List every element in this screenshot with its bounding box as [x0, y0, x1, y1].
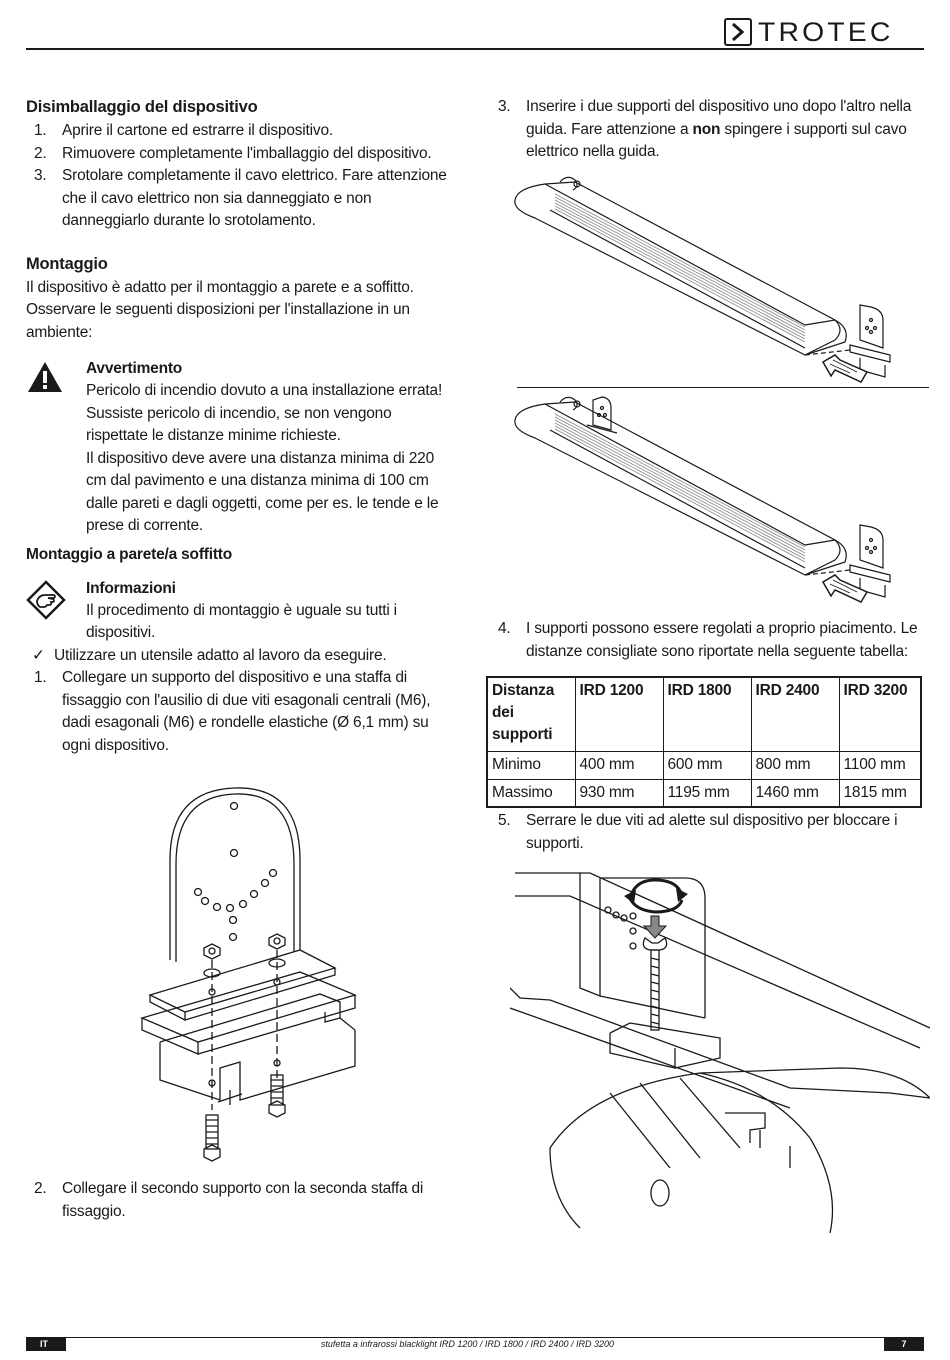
unpack-heading: Disimballaggio del dispositivo: [26, 98, 258, 116]
list-item: 2. Collegare il secondo supporto con la seconda staffa di fissaggio.: [34, 1180, 424, 1220]
warning-triangle-icon: [26, 360, 64, 394]
wall-mount-heading: Montaggio a parete/a soffitto: [26, 545, 233, 563]
table-cell: 1100 mm: [839, 751, 921, 779]
mount-steps: [26, 667, 456, 757]
table-header-cell: IRD 2400: [751, 677, 839, 751]
footer-title: stufetta a infrarossi blacklight IRD 1200 / IRD 1800 / IRD 2400 / IRD 3200: [320, 1339, 614, 1349]
distance-table: [486, 676, 922, 808]
info-text: Il procedimento di montaggio è uguale su tutti i dispositivi.: [86, 601, 397, 641]
info-title: Informazioni: [86, 579, 176, 597]
table-cell: 400 mm: [575, 751, 663, 779]
right-column-middle: [490, 618, 930, 663]
table-header-cell: Distanza dei supporti: [487, 677, 575, 751]
wing-screw-figure: [510, 868, 930, 1233]
table-cell: Massimo: [487, 779, 575, 807]
table-row: [487, 779, 921, 807]
table-header-cell: IRD 1800: [663, 677, 751, 751]
mount-steps-2: [26, 1178, 456, 1223]
right-column-top: [490, 96, 930, 164]
check-icon: ✓: [32, 646, 45, 664]
info-notice: [26, 578, 456, 645]
left-column: [26, 96, 456, 757]
table-header-row: [487, 677, 921, 751]
list-item: 1. Collegare un supporto del dispositivo e una staffa di fissaggio con l'ausilio di due viti esagonali centrali (M6), dadi esagonali (M6) e rondelle elastiche (Ø 6,1 mm) su ogni dispositivo.: [34, 669, 431, 754]
mount-text: Il dispositivo è adatto per il montaggio a parete e a soffitto. Osservare le seguenti disposizioni per l'installazione in un ambiente:: [26, 278, 414, 341]
warning-line: Il dispositivo deve avere una distanza minima di 220 cm dal pavimento e una distanza minima di 100 cm dalle pareti e dagli oggetti, come per es. le tende e le prese di corrente.: [86, 449, 439, 534]
list-item: 5. Serrare le due viti ad alette sul dispositivo per bloccare i supporti.: [498, 812, 898, 852]
mount-heading: Montaggio: [26, 254, 108, 273]
table-header-cell: IRD 3200: [839, 677, 921, 751]
rail-steps: [490, 96, 930, 164]
table-cell: 930 mm: [575, 779, 663, 807]
list-item: 3. Inserire i due supporti del dispositivo uno dopo l'altro nella guida. Fare attenzione a non spingere i supporti sul cavo elettrico nella guida.: [498, 98, 912, 160]
table-cell: 1815 mm: [839, 779, 921, 807]
list-item: 2. Rimuovere completamente l'imballaggio del dispositivo.: [34, 144, 432, 162]
table-row: [487, 751, 921, 779]
heater-insert-figure-1: [505, 170, 900, 395]
table-cell: 600 mm: [663, 751, 751, 779]
info-hand-icon: [26, 580, 66, 620]
warning-notice: [26, 358, 456, 538]
requirement-item: ✓ Utilizzare un utensile adatto al lavoro da eseguire.: [26, 645, 456, 668]
page-number: 7: [884, 1338, 924, 1351]
unpack-steps: [26, 120, 456, 233]
chevron-right-icon: [724, 18, 752, 46]
header-rule: [26, 48, 924, 50]
bracket-assembly-figure: [130, 780, 370, 1170]
table-cell: 800 mm: [751, 751, 839, 779]
footer-language: IT: [26, 1338, 66, 1351]
warning-title: Avvertimento: [86, 360, 183, 377]
adjust-steps: [490, 618, 930, 663]
list-item: 3. Srotolare completamente il cavo elettrico. Fare attenzione che il cavo elettrico non sia danneggiato e non danneggiarlo durante lo srotolamento.: [34, 167, 447, 229]
trotec-logo: [724, 18, 924, 46]
warning-line: Pericolo di incendio dovuto a una installazione errata!: [86, 382, 443, 399]
distance-table-wrap: [490, 676, 922, 808]
page-footer: [26, 1337, 924, 1351]
table-header-cell: IRD 1200: [575, 677, 663, 751]
table-cell: 1460 mm: [751, 779, 839, 807]
list-item: 4. I supporti possono essere regolati a proprio piacimento. Le distanze consigliate sono riportate nella seguente tabella:: [498, 620, 918, 660]
right-column-bottom: [490, 810, 930, 855]
figure-divider: [517, 387, 929, 388]
list-item: 1. Aprire il cartone ed estrarre il dispositivo.: [34, 122, 333, 139]
table-cell: 1195 mm: [663, 779, 751, 807]
heater-insert-figure-2: [505, 390, 900, 605]
table-cell: Minimo: [487, 751, 575, 779]
warning-line: Sussiste pericolo di incendio, se non vengono rispettate le distanze minime richieste.: [86, 404, 392, 444]
brand-name: TROTEC: [758, 17, 894, 47]
lock-steps: [490, 810, 930, 855]
step-2-block: [26, 1178, 456, 1223]
